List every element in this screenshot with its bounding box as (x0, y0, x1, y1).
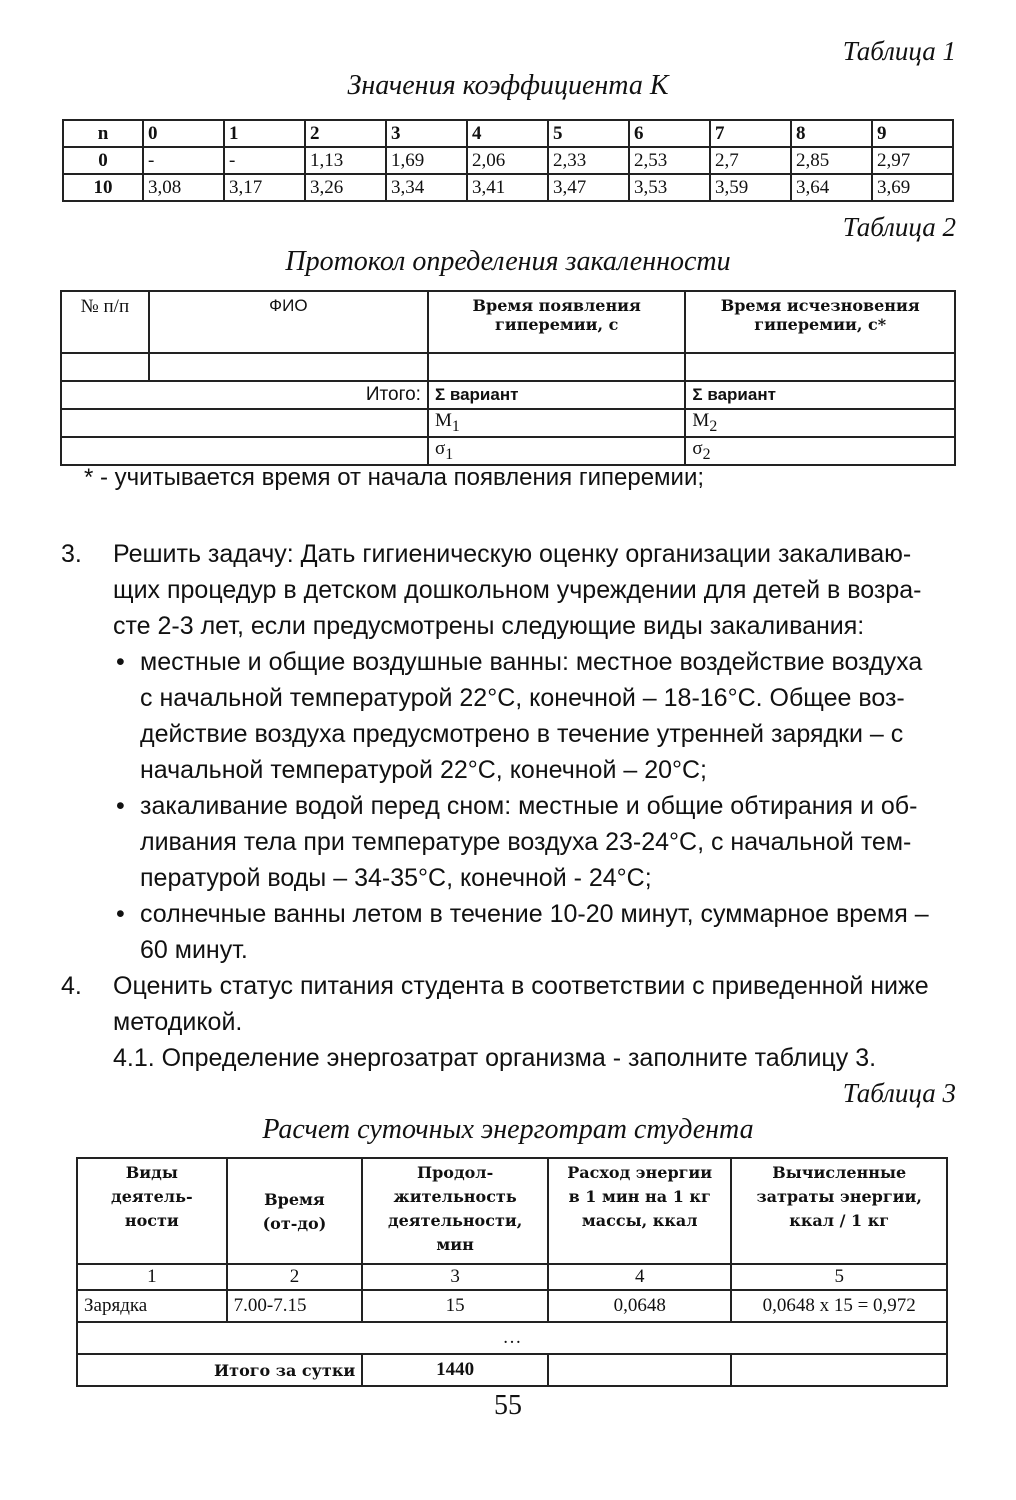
table-cell: 2,85 (791, 147, 872, 174)
item-4-1 (113, 1040, 963, 1076)
table-header-row (61, 291, 955, 353)
table1-title: Значения коэффициента К (347, 70, 669, 101)
table-cell: Зарядка (77, 1290, 227, 1322)
table-row (77, 1354, 947, 1386)
table-cell: 5 (548, 120, 629, 147)
item-4-number: 4. (61, 972, 82, 1000)
table-cell: 0 (63, 147, 143, 174)
table-cell: 1 (224, 120, 305, 147)
table-cell (61, 409, 428, 437)
text-line: 60 минут. (140, 936, 248, 964)
header-appearance-time: Время появления гиперемии, с (428, 291, 685, 353)
table-cell: 5 (731, 1264, 947, 1290)
header-time: Время (от-до) (227, 1158, 363, 1264)
table-cell: 0,0648 х 15 = 0,972 (731, 1290, 947, 1322)
table-cell: 15 (362, 1290, 548, 1322)
table1-caption: Таблица 1 (842, 36, 956, 66)
table-cell: 3,17 (224, 174, 305, 201)
table-cell: 0 (143, 120, 224, 147)
mean-2-subscript: 2 (709, 417, 718, 435)
header-disappearance-time: Время исчезновения гиперемии, с* (685, 291, 955, 353)
table-cell: 9 (872, 120, 953, 147)
mean-1-subscript: 1 (451, 417, 460, 435)
table-cell: 1 (77, 1264, 227, 1290)
table-cell: 3,34 (386, 174, 467, 201)
header-energy-rate: Расход энергии в 1 мин на 1 кг массы, ккал (548, 1158, 731, 1264)
table-cell: 1,69 (386, 147, 467, 174)
table-cell: 0,0648 (548, 1290, 731, 1322)
item-4 (61, 968, 963, 1040)
sum-variant-2: Σ вариант (685, 381, 955, 409)
column-numbers-row (77, 1264, 947, 1290)
page-number: 55 (494, 1390, 522, 1421)
mean-1-symbol: M (434, 410, 452, 432)
bullet-item (116, 896, 960, 968)
energy-expenditure-table (76, 1157, 948, 1387)
sum-variant-1: Σ вариант (428, 381, 685, 409)
table-cell (428, 353, 685, 381)
table-cell: 3,26 (305, 174, 386, 201)
table-cell (61, 437, 428, 465)
bullet-icon: • (116, 792, 125, 820)
header-number: № п/п (61, 291, 149, 353)
ellipsis-row: … (77, 1322, 947, 1354)
header-duration: Продол- жительность деятельности, мин (362, 1158, 548, 1264)
text-line: с начальной температурой 22°С, конечной – 18-16°С. Общее воз- (140, 684, 905, 712)
table-cell: 3,64 (791, 174, 872, 201)
text-line: сте 2-3 лет, если предусмотрены следующие виды закаливания: (113, 612, 865, 640)
sigma-1-symbol: σ (434, 438, 446, 460)
mean-2 (685, 409, 955, 437)
header-calculated-energy: Вычисленные затраты энергии, ккал / 1 кг (731, 1158, 947, 1264)
bullet-item (116, 788, 960, 896)
table-row (77, 1290, 947, 1322)
table-cell: - (143, 147, 224, 174)
table-cell: 2 (227, 1264, 363, 1290)
table3-title: Расчет суточных энерготрат студента (262, 1114, 754, 1145)
table-cell: 2,53 (629, 147, 710, 174)
table-cell: 6 (629, 120, 710, 147)
table-row (61, 353, 955, 381)
sigma-2 (685, 437, 955, 465)
text-line: щих процедур в детском дошкольном учреждении для детей в возра- (113, 576, 922, 604)
bullet-icon: • (116, 648, 125, 676)
table-cell: 2,7 (710, 147, 791, 174)
sigma-1-subscript: 1 (445, 445, 454, 463)
table-cell (61, 353, 149, 381)
item-3-number: 3. (61, 540, 82, 568)
mean-2-symbol: M (692, 410, 710, 432)
total-label: Итого за сутки (77, 1354, 362, 1386)
header-name: ФИО (149, 291, 428, 353)
table-cell: 7.00-7.15 (227, 1290, 363, 1322)
table-row (63, 147, 953, 174)
table-cell: 3,08 (143, 174, 224, 201)
table-cell: 3 (362, 1264, 548, 1290)
total-label: Итого: (61, 381, 428, 409)
text-line: Оценить статус питания студента в соответствии с приведенной ниже (113, 972, 929, 1000)
table-cell: 3,53 (629, 174, 710, 201)
table-cell: 1,13 (305, 147, 386, 174)
table-row (61, 437, 955, 465)
table-cell: 2,97 (872, 147, 953, 174)
table-row (63, 174, 953, 201)
text-line: методикой. (113, 1008, 243, 1036)
text-line: начальной температурой 22°С, конечной – 20°С; (140, 756, 708, 784)
table3-caption: Таблица 3 (842, 1078, 956, 1108)
table2-caption: Таблица 2 (842, 212, 956, 242)
table-cell: 2 (305, 120, 386, 147)
text-line: Решить задачу: Дать гигиеническую оценку организации закаливаю- (113, 540, 912, 568)
table-cell: - (224, 147, 305, 174)
total-value: 1440 (362, 1354, 548, 1386)
table-cell: 3,47 (548, 174, 629, 201)
sigma-2-subscript: 2 (702, 445, 711, 463)
table-cell (149, 353, 428, 381)
table-cell: 2,06 (467, 147, 548, 174)
table-cell: 10 (63, 174, 143, 201)
table-cell (685, 353, 955, 381)
hardening-protocol-table (60, 290, 956, 466)
text-line: солнечные ванны летом в течение 10-20 минут, суммарное время – (140, 900, 929, 928)
mean-1 (428, 409, 685, 437)
bullet-icon: • (116, 900, 125, 928)
sigma-1 (428, 437, 685, 465)
coefficient-table (62, 119, 954, 202)
text-line: 4.1. Определение энергозатрат организма - заполните таблицу 3. (113, 1044, 877, 1072)
table-cell: 3,41 (467, 174, 548, 201)
text-line: действие воздуха предусмотрено в течение утренней зарядки – с (140, 720, 904, 748)
table-cell: n (63, 120, 143, 147)
text-line: пературой воды – 34-35°С, конечной - 24°С; (140, 864, 652, 892)
table-row (77, 1322, 947, 1354)
table-cell: 3,59 (710, 174, 791, 201)
table-header-row (77, 1158, 947, 1264)
table-cell (548, 1354, 731, 1386)
table-cell: 3 (386, 120, 467, 147)
table-cell: 4 (548, 1264, 731, 1290)
header-activity: Виды деятель- ности (77, 1158, 227, 1264)
table-cell: 8 (791, 120, 872, 147)
item-3 (61, 536, 963, 644)
text-line: закаливание водой перед сном: местные и общие обтирания и об- (140, 792, 918, 820)
bullet-item (116, 644, 960, 788)
table-row (61, 409, 955, 437)
text-line: местные и общие воздушные ванны: местное воздействие воздуха (140, 648, 923, 676)
table-cell: 2,33 (548, 147, 629, 174)
table-row (61, 381, 955, 409)
table-cell: 3,69 (872, 174, 953, 201)
table-cell: 7 (710, 120, 791, 147)
text-line: ливания тела при температуре воздуха 23-24°С, с начальной тем- (140, 828, 912, 856)
table-cell (731, 1354, 947, 1386)
table-cell: 4 (467, 120, 548, 147)
table2-title: Протокол определения закаленности (285, 246, 731, 277)
footnote: * - учитывается время от начала появления гиперемии; (84, 464, 705, 491)
sigma-2-symbol: σ (692, 438, 703, 460)
table-header-row (63, 120, 953, 147)
